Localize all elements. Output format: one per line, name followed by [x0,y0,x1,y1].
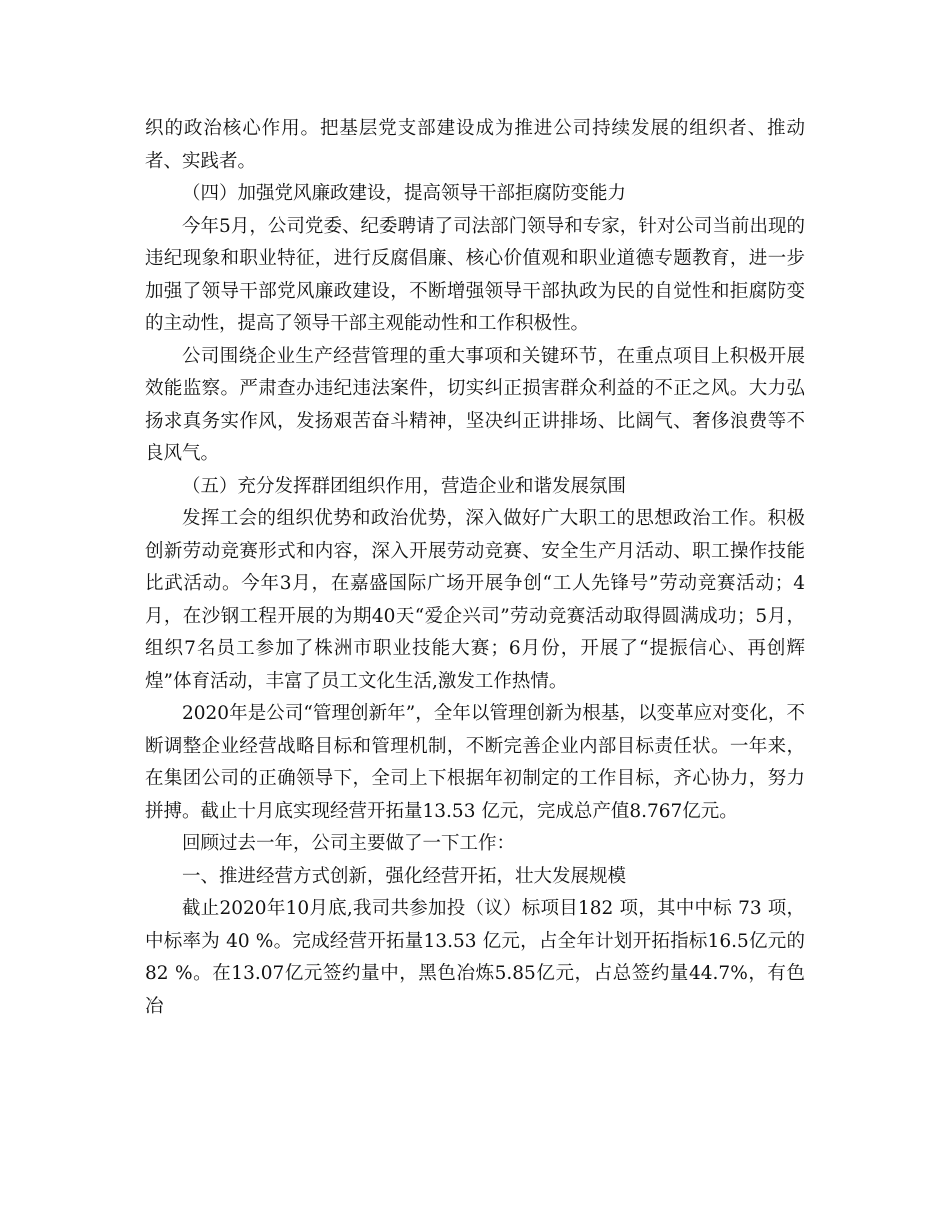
section-heading-four: （四）加强党风廉政建设，提高领导干部拒腐防变能力 [182,183,627,204]
paragraph-union-work: 发挥工会的组织优势和政治优势，深入做好广大职工的思想政治工作。积极创新劳动竞赛形式和内容，深入开展劳动竞赛、安全生产月活动、职工操作技能比武活动。今年3月，在嘉盛国际广场开展争创“工人先锋号”劳动竞赛活动；4月，在沙钢工程开展的为期40天“爱企兴司”劳动竞赛活动取得圆满成功；5月，组织7名员工参加了株洲市职业技能大赛；6月份，开展了“提振信心、再创辉煌”体育活动，丰富了员工文化生活,激发工作热情。 [145,508,805,692]
paragraph-bidding-stats: 截止2020年10月底,我司共参加投（议）标项目182 项，其中中标 73 项，中标率为 40 %。完成经营开拓量13.53 亿元，占全年计划开拓指标16.5亿元的82 %。在13.07亿元签约量中，黑色冶炼5.85亿元，占总签约量44.7%，有色冶 [145,898,805,1017]
paragraph-efficiency-supervision: 公司围绕企业生产经营管理的重大事项和关键环节，在重点项目上积极开展效能监察。严肃查办违纪违法案件，切实纠正损害群众利益的不正之风。大力弘扬求真务实作风，发扬艰苦奋斗精神，坚决纠正讲排场、比阔气、奢侈浪费等不良风气。 [145,345,805,464]
section-heading-five: （五）充分发挥群团组织作用，营造企业和谐发展氛围 [182,475,627,497]
paragraph-management-innovation: 2020年是公司“管理创新年”，全年以管理创新为根基，以变革应对变化，不断调整企业经营战略目标和管理机制，不断完善企业内部目标责任状。一年来，在集团公司的正确领导下，全司上下根据年初制定的工作目标，齐心协力，努力拼搏。截止十月底实现经营开拓量13.53 亿元，完成总产值8.767亿元。 [145,703,805,822]
paragraph-anti-corruption: 今年5月，公司党委、纪委聘请了司法部门领导和专家，针对公司当前出现的违纪现象和职业特征，进行反腐倡廉、核心价值观和职业道德专题教育，进一步加强了领导干部党风廉政建设，不断增强领导干部执政为民的自觉性和拒腐防变的主动性，提高了领导干部主观能动性和工作积极性。 [145,215,805,334]
document-body [145,113,805,1023]
paragraph-review: 回顾过去一年，公司主要做了一下工作： [182,833,516,854]
paragraph-continuation: 织的政治核心作用。把基层党支部建设成为推进公司持续发展的组织者、推动者、实践者。 [145,118,805,172]
section-heading-one: 一、推进经营方式创新，强化经营开拓，壮大发展规模 [182,865,627,887]
